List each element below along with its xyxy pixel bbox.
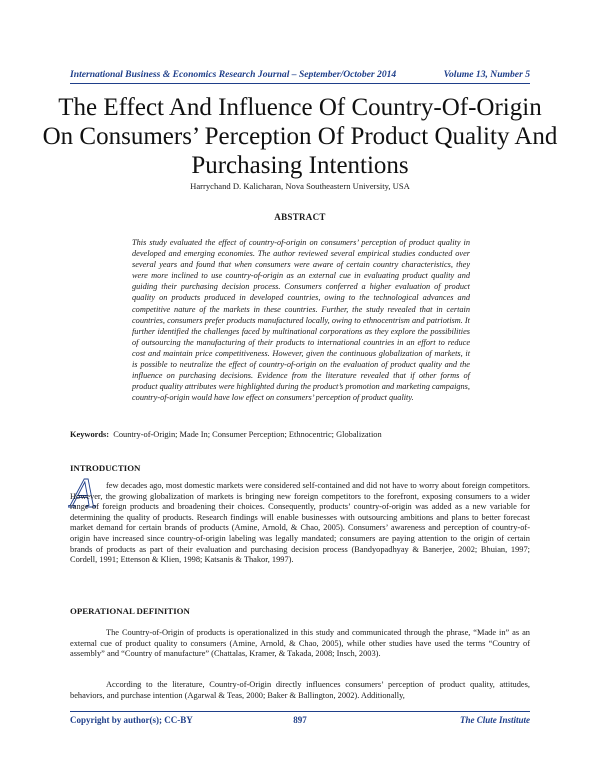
author-line: Harrychand D. Kalicharan, Nova Southeastern University, USA (190, 181, 410, 191)
abstract-text: This study evaluated the effect of country-of-origin on consumers’ perception of product quality in developed and emerging economies. The author reviewed several empirical studies conducted over several years and found that when consumers were aware of certain country characteristics, they were more inclined to use country-of-origin as an external cue in evaluating product quality and guiding their purchasing decision process. Consumers conferred a higher evaluation of product quality on products produced in developed countries, owing to the technological advances and competitive nature of the markets in these countries. Further, the study revealed that in certain countries, consumers prefer products manufactured locally, owing to ethnocentrism and patriotism. It further identified the challenges faced by multinational corporations as they explore the possibilities of outsourcing the manufacturing of their products to international countries in an effort to reduce cost and maintain price competitiveness. However, given the continuous globalization of markets, it is possible to neutralize the effect of country-of-origin on the evaluation of product quality and the influence on purchasing decisions. Evidence from the literature revealed that if other forms of product quality attributes were highlighted during the product’s promotion and marketing campaigns, country-of-origin would have low effect on consumers’ perception of product quality. (132, 238, 470, 403)
journal-name: International Business & Economics Research Journal – September/October 2014 (70, 69, 397, 80)
publisher-name: The Clute Institute (459, 715, 530, 725)
operational-definition-paragraph-2: According to the literature, Country-of-Origin directly influences consumers’ perception of product quality, attitudes, behaviors, and purchase intention (Agarwal & Teas, 2000; Baker & Ballington, 2002). Additionally, (70, 680, 530, 700)
footer-rule (70, 711, 530, 712)
running-header (70, 69, 530, 83)
header-rule (70, 83, 530, 84)
keywords-label: Keywords: (70, 430, 110, 439)
operational-definition-heading: OPERATIONAL DEFINITION (70, 606, 190, 616)
volume-number: Volume 13, Number 5 (443, 69, 530, 80)
paper-title: The Effect And Influence Of Country-Of-Origin On Consumers’ Perception Of Product Quality And Purchasing Intentions (42, 94, 558, 179)
introduction-heading: INTRODUCTION (70, 463, 141, 473)
copyright-notice: Copyright by author(s); CC-BY (70, 715, 193, 725)
keywords-list: Country-of-Origin; Made In; Consumer Perception; Ethnocentric; Globalization (113, 430, 382, 439)
page-number: 897 (293, 715, 307, 725)
keywords-line (70, 430, 530, 439)
introduction-paragraph: few decades ago, most domestic markets were considered self-contained and did not have to worry about foreign competitors. However, the growing globalization of markets is bringing new foreign competitors to the forefront, exposing consumers to a wider range of foreign products and broadening their choices. Consequently, products’ country-of-origin was added as a new variable for determining the quality of products. Research findings will enable businesses with outsourcing ambitions and plans to better forecast market demand for certain brands of products (Amine, Arnold, & Chao, 2005). Consumers’ awareness and perception of country-of-origin have increased since country-of-origin labeling was legally mandated; consumers are paying attention to the origin of certain brands of products as part of their evaluation and purchasing decision process (Bandyopadhyay & Banerjee, 2002; Bhuian, 1997; Cordell, 1991; Ettenson & Klien, 1998; Katsanis & Thakor, 1997). (70, 481, 530, 565)
abstract-heading: ABSTRACT (274, 212, 326, 222)
operational-definition-paragraph-1: The Country-of-Origin of products is operationalized in this study and communicated through the phrase, “Made in” as an external cue of product quality to consumers (Amine, Arnold, & Chao, 2005), while other studies have used the terms “Country of assembly” and “Country of manufacture” (Chattalas, Kramer, & Takada, 2008; Insch, 2003). (70, 628, 530, 659)
dropcap-glyph: A (70, 473, 96, 513)
